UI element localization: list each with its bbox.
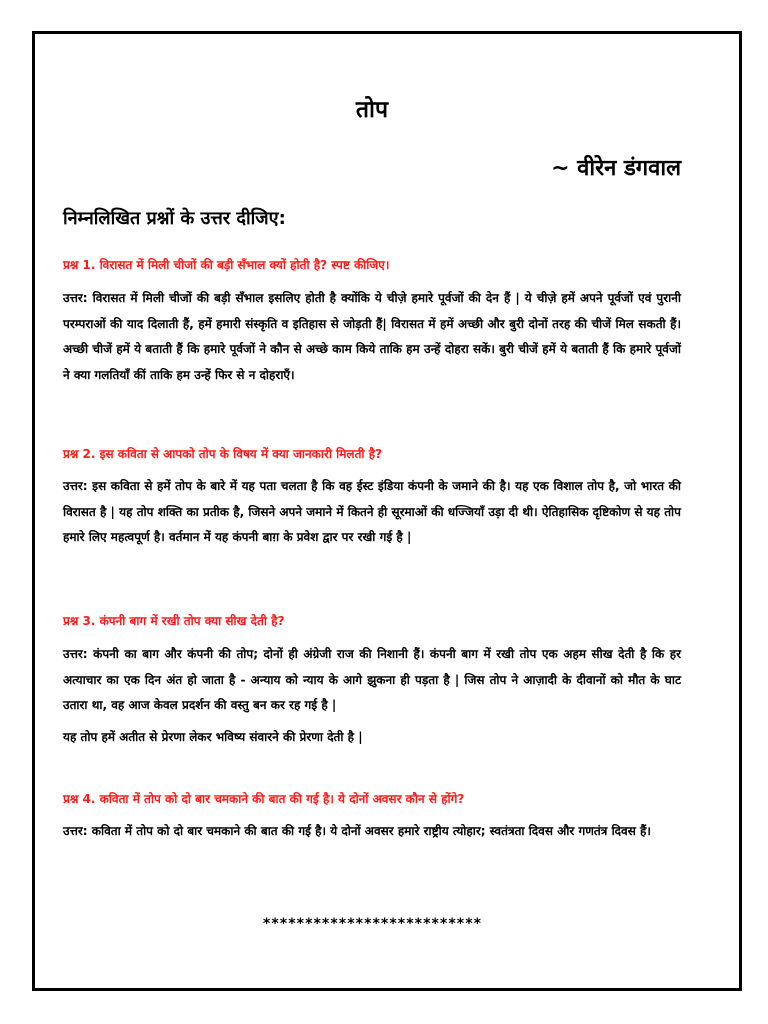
question-text: प्रश्न 2. इस कविता से आपको तोप के विषय में क्या जानकारी मिलती है? [63, 447, 383, 461]
qa-item-3 [63, 612, 681, 750]
answer-text: उत्तर: विरासत में मिली चीजों की बड़ी सँभाल इसलिए होती है क्योंकि ये चीज़े हमारे पूर्वजों की देन हैं | ये चीज़े हमें अपने पूर्वजों एवं पुरानी परम्पराओं की याद दिलाती हैं, हमें हमारी संस्कृति व इतिहास से जोड़ती हैं| विरासत में हमें अच्छी और बुरी दोनों तरह की चीजें मिल सकती हैं। अच्छी चीजें हमें ये बताती हैं कि हमारे पूर्वजों ने कौन से अच्छे काम किये ताकि हम उन्हें दोहरा सकें। बुरी चीजें हमें ये बताती हैं कि हमारे पूर्वजों ने क्या गलतियाँ कीं ताकि हम उन्हें फिर से न दोहराएँ। [63, 291, 681, 382]
qa-item-1 [63, 256, 681, 388]
author-line: ~ वीरेन डंगवाल [551, 156, 681, 181]
question-text: प्रश्न 3. कंपनी बाग में रखी तोप क्या सीख देती है? [63, 614, 285, 628]
answer-text: उत्तर: इस कविता से हमें तोप के बारे में यह पता चलता है कि वह ईस्ट इंडिया कंपनी के जमाने की है। यह एक विशाल तोप है, जो भारत की विरासत है | यह तोप शक्ति का प्रतीक है, जिसने अपने जमाने में कितने ही सूरमाओं की धज्जियाँ उड़ा दी थी। ऐतिहासिक दृष्टिकोण से यह तोप हमारे लिए महत्वपूर्ण है। वर्तमान में यह कंपनी बाग़ के प्रवेश द्वार पर रखी गई है | [63, 479, 681, 544]
question-text: प्रश्न 1. विरासत में मिली चीजों की बड़ी सँभाल क्यों होती है? स्पष्ट कीजिए। [63, 258, 390, 272]
instruction-heading: निम्नलिखित प्रश्नों के उत्तर दीजिए: [63, 208, 286, 229]
qa-item-4 [63, 790, 681, 845]
answer-text: उत्तर: कंपनी का बाग और कंपनी की तोप; दोनों ही अंग्रेजी राज की निशानी हैं। कंपनी बाग में रखी तोप एक अहम सीख देती है कि हर अत्याचार का एक दिन अंत हो जाता है - अन्याय को न्याय के आगे झुकना ही पड़ता है | जिस तोप ने आज़ादी के दीवानों को मौत के घाट उतारा था, वह आज केवल प्रदर्शन की वस्तु बन कर रह गई है | [63, 647, 681, 712]
end-marker: ************************** [262, 916, 482, 932]
qa-item-2 [63, 445, 681, 551]
answer-extra-text: यह तोप हमें अतीत से प्रेरणा लेकर भविष्य संवारने की प्रेरणा देती है | [63, 729, 363, 744]
answer-text: उत्तर: कविता में तोप को दो बार चमकाने की बात की गई है। ये दोनों अवसर हमारे राष्ट्रीय त्योहार; स्वतंत्रता दिवस और गणतंत्र दिवस हैं। [63, 824, 651, 838]
question-text: प्रश्न 4. कविता में तोप को दो बार चमकाने की बात की गई है। ये दोनों अवसर कौन से होंगे? [63, 792, 465, 806]
document-title: तोप [355, 97, 389, 123]
